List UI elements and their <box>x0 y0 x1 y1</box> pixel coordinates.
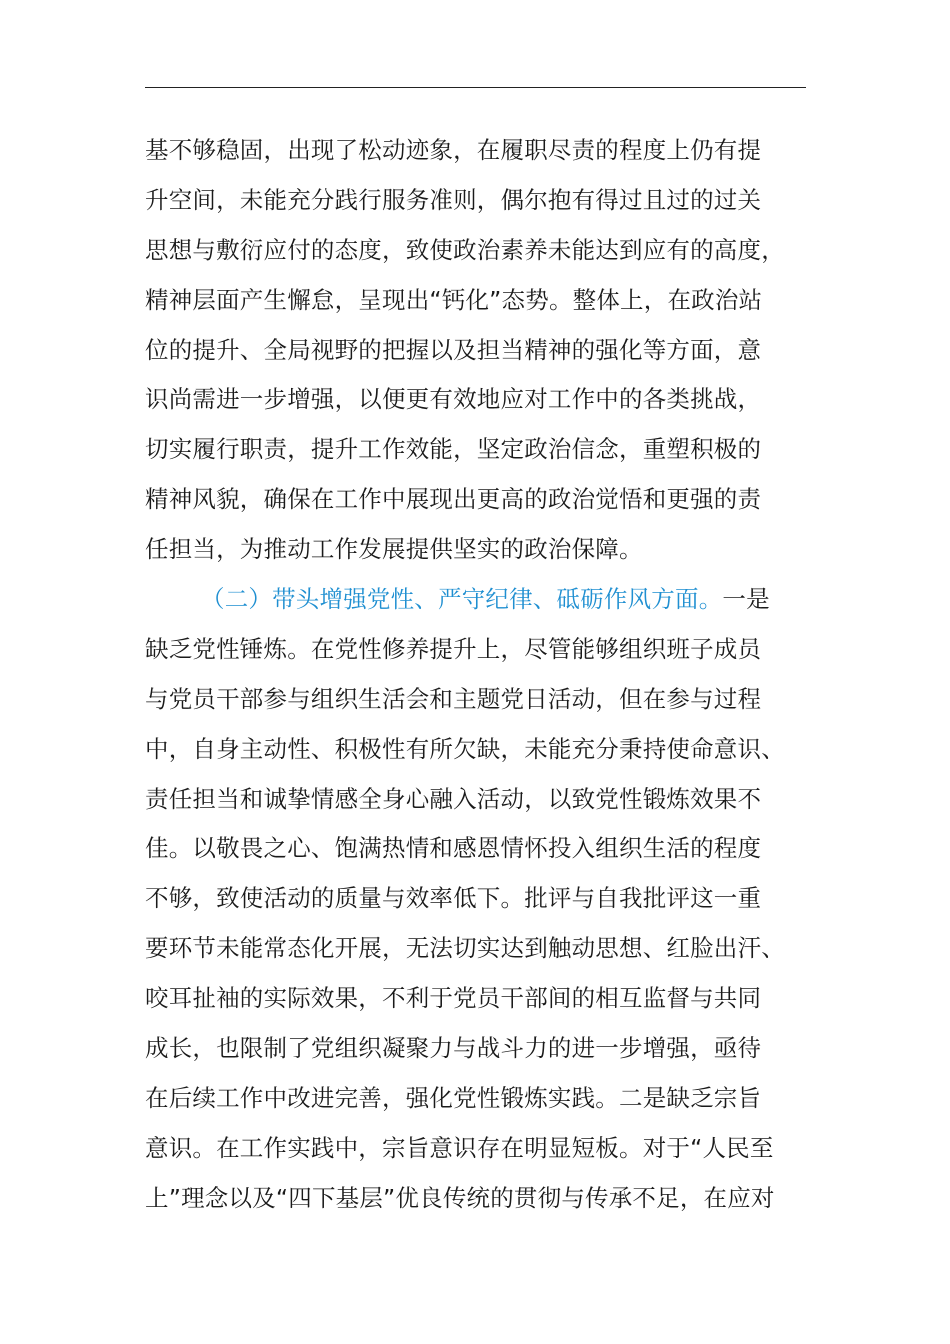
paragraph-line: 切实履行职责，提升工作效能，坚定政治信念，重塑积极的 <box>145 435 762 464</box>
section-heading: （二）带头增强党性、严守纪律、砥砺作风方面。 <box>201 585 723 614</box>
body-text <box>145 126 815 1224</box>
paragraph-line: 缺乏党性锤炼。在党性修养提升上，尽管能够组织班子成员 <box>145 634 762 663</box>
paragraph-line: 与党员干部参与组织生活会和主题党日活动，但在参与过程 <box>145 684 762 713</box>
paragraph-line: 咬耳扯袖的实际效果，不利于党员干部间的相互监督与共同 <box>145 984 762 1013</box>
paragraph-line: 位的提升、全局视野的把握以及担当精神的强化等方面，意 <box>145 335 762 364</box>
paragraph-line: 精神风貌，确保在工作中展现出更高的政治觉悟和更强的责 <box>145 485 762 514</box>
header-rule <box>145 87 806 88</box>
paragraph-line: 精神层面产生懈怠，呈现出“钙化”态势。整体上，在政治站 <box>145 285 763 314</box>
paragraph-line: 责任担当和诚挚情感全身心融入活动，以致党性锻炼效果不 <box>145 784 762 813</box>
paragraph-line: 意识。在工作实践中，宗旨意识存在明显短板。对于“人民至 <box>145 1133 774 1162</box>
paragraph-line: 升空间，未能充分践行服务准则，偶尔抱有得过且过的过关 <box>145 185 762 214</box>
paragraph-line: 佳。以敬畏之心、饱满热情和感恩情怀投入组织生活的程度 <box>145 834 762 863</box>
paragraph-line: 要环节未能常态化开展，无法切实达到触动思想、红脸出汗、 <box>145 934 785 963</box>
paragraph-line: 基不够稳固，出现了松动迹象，在履职尽责的程度上仍有提 <box>145 136 762 164</box>
paragraph-line: 不够，致使活动的质量与效率低下。批评与自我批评这一重 <box>145 884 762 913</box>
section-heading-line <box>145 575 815 625</box>
section-heading-rest: 一是 <box>722 585 770 614</box>
paragraph-line: 在后续工作中改进完善，强化党性锻炼实践。二是缺乏宗旨 <box>145 1083 762 1112</box>
paragraph-line: 成长，也限制了党组织凝聚力与战斗力的进一步增强，亟待 <box>145 1034 762 1063</box>
paragraph-line: 识尚需进一步增强，以便更有效地应对工作中的各类挑战， <box>145 385 762 414</box>
paragraph-line: 上”理念以及“四下基层”优良传统的贯彻与传承不足，在应对 <box>145 1183 775 1212</box>
paragraph-line: 思想与敷衍应付的态度，致使政治素养未能达到应有的高度， <box>145 235 785 264</box>
paragraph-line: 中，自身主动性、积极性有所欠缺，未能充分秉持使命意识、 <box>145 734 785 763</box>
paragraph-line: 任担当，为推动工作发展提供坚实的政治保障。 <box>145 535 643 564</box>
